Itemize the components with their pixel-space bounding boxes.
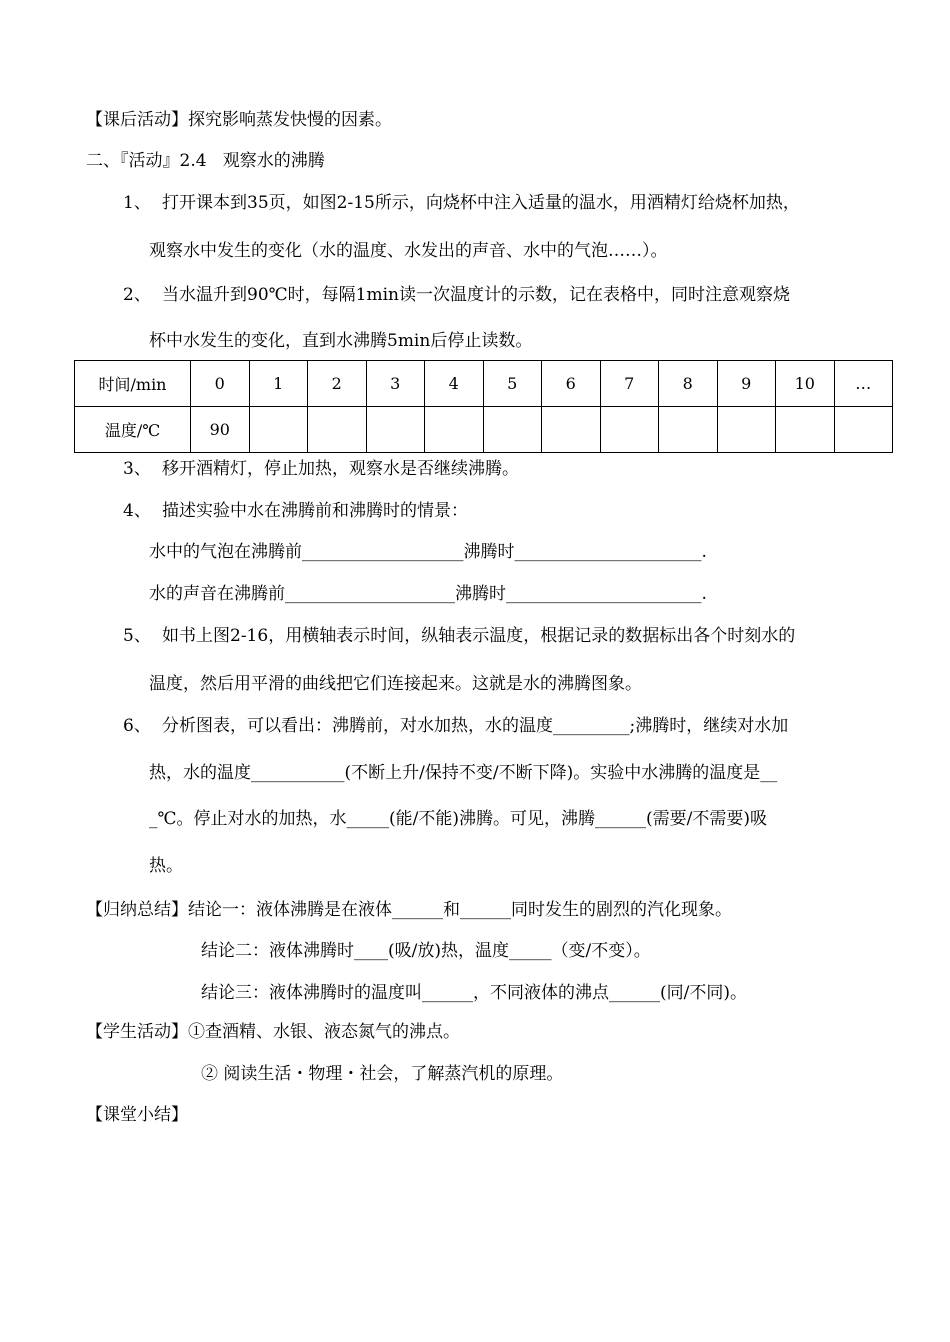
time-cell: 7: [600, 361, 659, 407]
step-1-line-1: 打开课本到35页，如图2-15所示，向烧杯中注入适量的温水，用酒精灯给烧杯加热，: [162, 193, 800, 213]
temperature-cell: [659, 407, 718, 453]
step-1-line-2: 观察水中发生的变化（水的温度、水发出的声音、水中的气泡……）。: [149, 241, 668, 261]
step-5-line-1: 如书上图2-16，用横轴表示时间，纵轴表示温度，根据记录的数据标出各个时刻水的: [162, 626, 796, 646]
step-3: 移开酒精灯，停止加热，观察水是否继续沸腾。: [162, 459, 519, 479]
student-activity-1: 【学生活动】①查酒精、水银、液态氮气的沸点。: [86, 1022, 460, 1042]
time-cell: 1: [249, 361, 308, 407]
step-6-line-4: 热。: [149, 856, 183, 876]
time-cell: 9: [717, 361, 776, 407]
temperature-cell: [425, 407, 484, 453]
item-number-1: 1、: [123, 193, 151, 213]
time-cell: 2: [308, 361, 367, 407]
temperature-table: [74, 360, 893, 453]
temperature-header: 温度/℃: [75, 407, 191, 453]
step-6-line-1: 分析图表，可以看出：沸腾前，对水加热，水的温度_________;沸腾时，继续对水加: [162, 716, 789, 736]
item-number-3: 3、: [123, 459, 151, 479]
time-cell: …: [834, 361, 893, 407]
item-number-6: 6、: [123, 716, 151, 736]
table-row-time: [75, 361, 893, 407]
time-cell: 8: [659, 361, 718, 407]
summary-conclusion-2: 结论二：液体沸腾时____(吸/放)热，温度_____（变/不变）。: [201, 941, 651, 961]
item-number-5: 5、: [123, 626, 151, 646]
summary-conclusion-1: 【归纳总结】结论一：液体沸腾是在液体______和______同时发生的剧烈的汽化现象。: [86, 900, 732, 920]
temperature-cell: [366, 407, 425, 453]
temperature-cell: [717, 407, 776, 453]
item-number-4: 4、: [123, 501, 151, 521]
temperature-cell: [542, 407, 601, 453]
sound-fill-in: 水的声音在沸腾前____________________沸腾时_______________________.: [149, 584, 707, 604]
step-6-line-2: 热，水的温度___________(不断上升/保持不变/不断下降)。实验中水沸腾的温度是__: [149, 763, 778, 783]
step-6-line-3: _℃。停止对水的加热，水_____(能/不能)沸腾。可见，沸腾______(需要/不需要)吸: [149, 809, 768, 829]
temperature-cell: [834, 407, 893, 453]
step-4: 描述实验中水在沸腾前和沸腾时的情景：: [162, 501, 468, 521]
bubbles-fill-in: 水中的气泡在沸腾前___________________沸腾时______________________.: [149, 542, 707, 562]
class-summary-heading: 【课堂小结】: [86, 1105, 188, 1125]
temperature-cell: [776, 407, 835, 453]
temperature-cell: [249, 407, 308, 453]
time-cell: 0: [191, 361, 250, 407]
time-cell: 5: [483, 361, 542, 407]
temperature-cell: [308, 407, 367, 453]
step-2-line-1: 当水温升到90℃时，每隔1min读一次温度计的示数，记在表格中，同时注意观察烧: [162, 285, 790, 305]
student-activity-2: ② 阅读生活・物理・社会，了解蒸汽机的原理。: [201, 1064, 564, 1084]
time-cell: 4: [425, 361, 484, 407]
summary-conclusion-3: 结论三：液体沸腾时的温度叫______，不同液体的沸点______(同/不同)。: [201, 983, 747, 1003]
item-number-2: 2、: [123, 285, 151, 305]
step-2-line-2: 杯中水发生的变化，直到水沸腾5min后停止读数。: [149, 331, 533, 351]
time-cell: 3: [366, 361, 425, 407]
step-5-line-2: 温度，然后用平滑的曲线把它们连接起来。这就是水的沸腾图象。: [149, 674, 642, 694]
after-class-activity: 【课后活动】探究影响蒸发快慢的因素。: [86, 110, 392, 130]
time-cell: 6: [542, 361, 601, 407]
temperature-cell: 90: [191, 407, 250, 453]
table-row-temperature: [75, 407, 893, 453]
temperature-cell: [483, 407, 542, 453]
time-header: 时间/min: [75, 361, 191, 407]
temperature-cell: [600, 407, 659, 453]
section-heading: 二、『活动』2.4 观察水的沸腾: [86, 151, 325, 171]
time-cell: 10: [776, 361, 835, 407]
